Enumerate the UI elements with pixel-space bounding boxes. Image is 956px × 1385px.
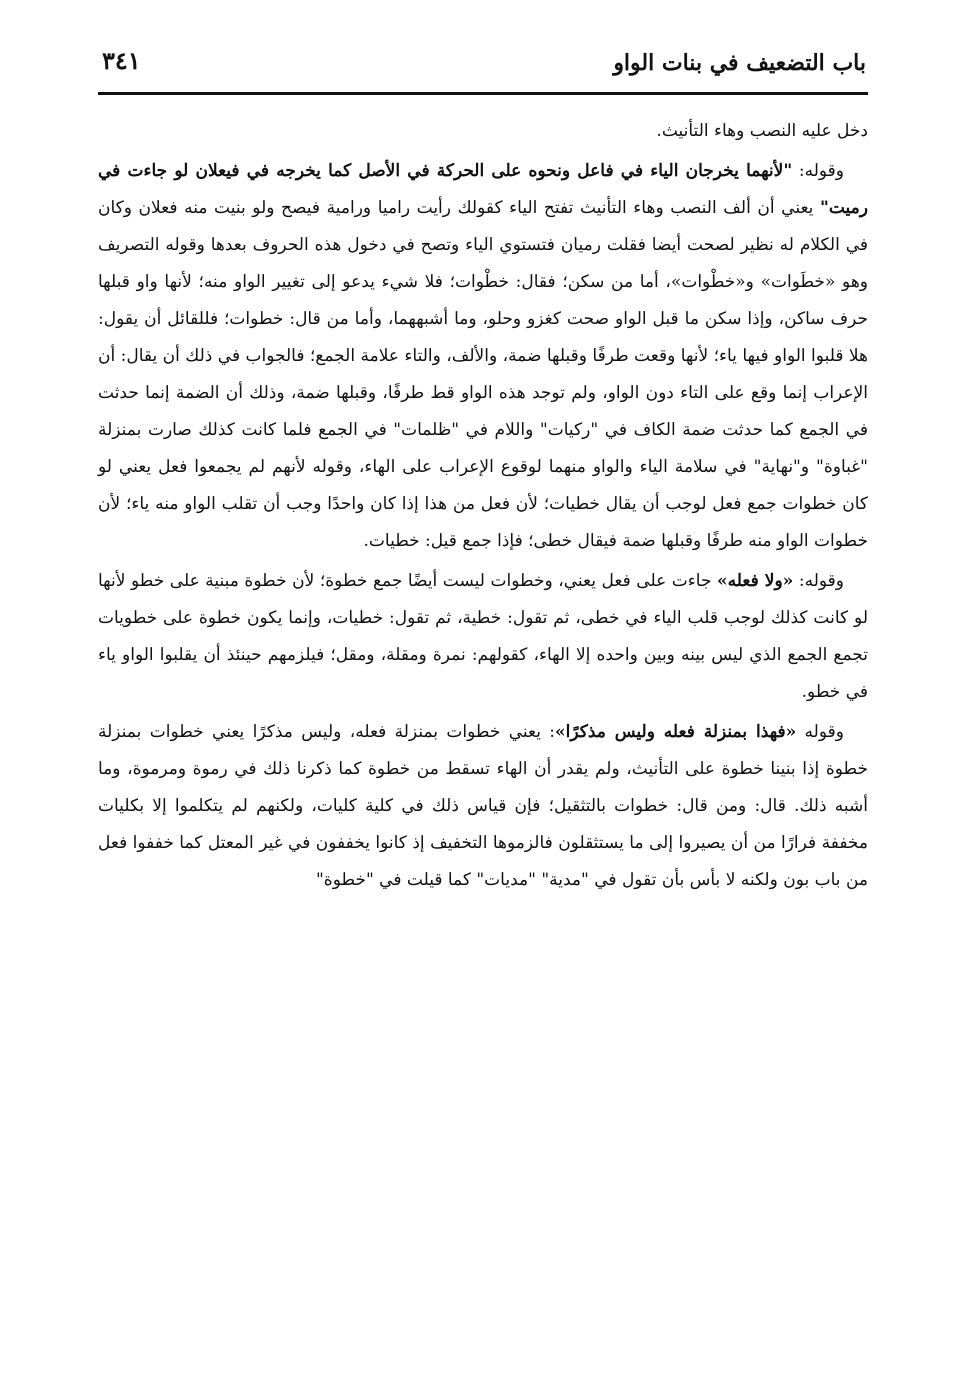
paragraph-2-lead: وقوله: (792, 161, 845, 181)
paragraph-4-lead: وقوله (796, 722, 844, 742)
paragraph-4-quote: «فهذا بمنزلة فعله وليس مذكرًا» (555, 722, 797, 742)
document-page (98, 40, 868, 1370)
paragraph-1-text: دخل عليه النصب وهاء التأنيث. (656, 121, 868, 141)
page-header (98, 40, 868, 95)
page-number: ٣٤١ (102, 46, 141, 75)
body-text (98, 113, 868, 899)
paragraph-3-lead: وقوله: (793, 571, 844, 591)
paragraph-4-commentary: : يعني خطوات بمنزلة فعله، وليس مذكرًا يعني خطوات بمنزلة خطوة إذا بنينا خطوة على التأنيث، ولم يقدر أن الهاء تسقط من خطوة كما ذكرنا ذلك في رموة ومرموة، وما أشبه ذلك. قال: ومن قال: خطوات بالتثقيل؛ فإن قياس ذلك في كلية كليات، ولكنهم لم يتكلموا إلا بكليات مخففة فرارًا من أن يصيروا إلى ما يستثقلون فالزموها التخفيف إذ كانوا يخففون في غير المعتل كما خففوا فعل من باب بون ولكنه لا بأس بأن تقول في "مدية" "مديات" كما قيلت في "خطوة" (98, 722, 868, 890)
paragraph-2 (98, 153, 868, 560)
paragraph-3-quote: «ولا فعله» (717, 571, 794, 591)
paragraph-2-quote: "لأنهما يخرجان الياء في فاعل ونحوه على الحركة في الأصل كما يخرجه في فيعلان لو جاءت في رميت" (98, 161, 868, 218)
paragraph-3 (98, 563, 868, 711)
paragraph-2-commentary: يعني أن ألف النصب وهاء التأنيث تفتح الياء كقولك رأيت راميا ورامية فيصح ولو بنيت منه فعلان وكان في الكلام له نظير لصحت أيضا فقلت رميان فتستوي الياء وتصح في دخول هذه الحروف بعدها وقوله التصريف وهو «خطَوات» و«خطْوات»، أما من سكن؛ فقال: خطْوات؛ فلا شيء يدعو إلى تغيير الواو منه؛ لأنها واو قبلها حرف ساكن، وإذا سكن ما قبل الواو صحت كغزو وحلو، وما أشبههما، وأما من قال: خطوات؛ فللقائل أن يقول: هلا قلبوا الواو فيها ياء؛ لأنها وقعت طرفًا وقبلها ضمة، والألف، والتاء علامة الجمع؛ فالجواب في ذلك أن يقال: أن الإعراب إنما وقع على التاء دون الواو، ولم توجد هذه الواو قط طرفًا، وقبلها ضمة، وذلك أن الضمة إنما حدثت في الجمع كما حدثت ضمة الكاف في "ركيات" واللام في "ظلمات" في الجمع فلما كانت كذلك صارت بمنزلة "غباوة" و"نهاية" في سلامة الياء والواو منهما لوقوع الإعراب على الهاء، وقوله لأنهم لم يجمعوا فعل يعني لو كان خطوات جمع فعل لوجب أن يقال خطيات؛ لأن فعل من هذا إذا كان واحدًا وجب أن تقلب الواو منه ياء؛ لأن خطوات الواو منه طرفًا وقبلها ضمة فيقال خطى؛ فإذا جمع قيل: خطيات. (98, 198, 868, 551)
paragraph-1 (98, 113, 868, 150)
paragraph-3-commentary: جاءت على فعل يعني، وخطوات ليست أيضًا جمع خطوة؛ لأن خطوة مبنية على خطو لأنها لو كانت كذلك لوجب قلب الياء في خطى، ثم تقول: خطية، ثم تقول: خطيات، وإنما يكون خطوة على خطويات تجمع الجمع الذي ليس بينه وبين واحده إلا الهاء، كقولهم: نمرة ومقلة، ومقل؛ فيلزمهم حينئذ أن يقلبوا الواو ياء في خطو. (98, 571, 868, 702)
paragraph-4 (98, 714, 868, 899)
running-head: باب التضعيف في بنات الواو (613, 50, 866, 76)
